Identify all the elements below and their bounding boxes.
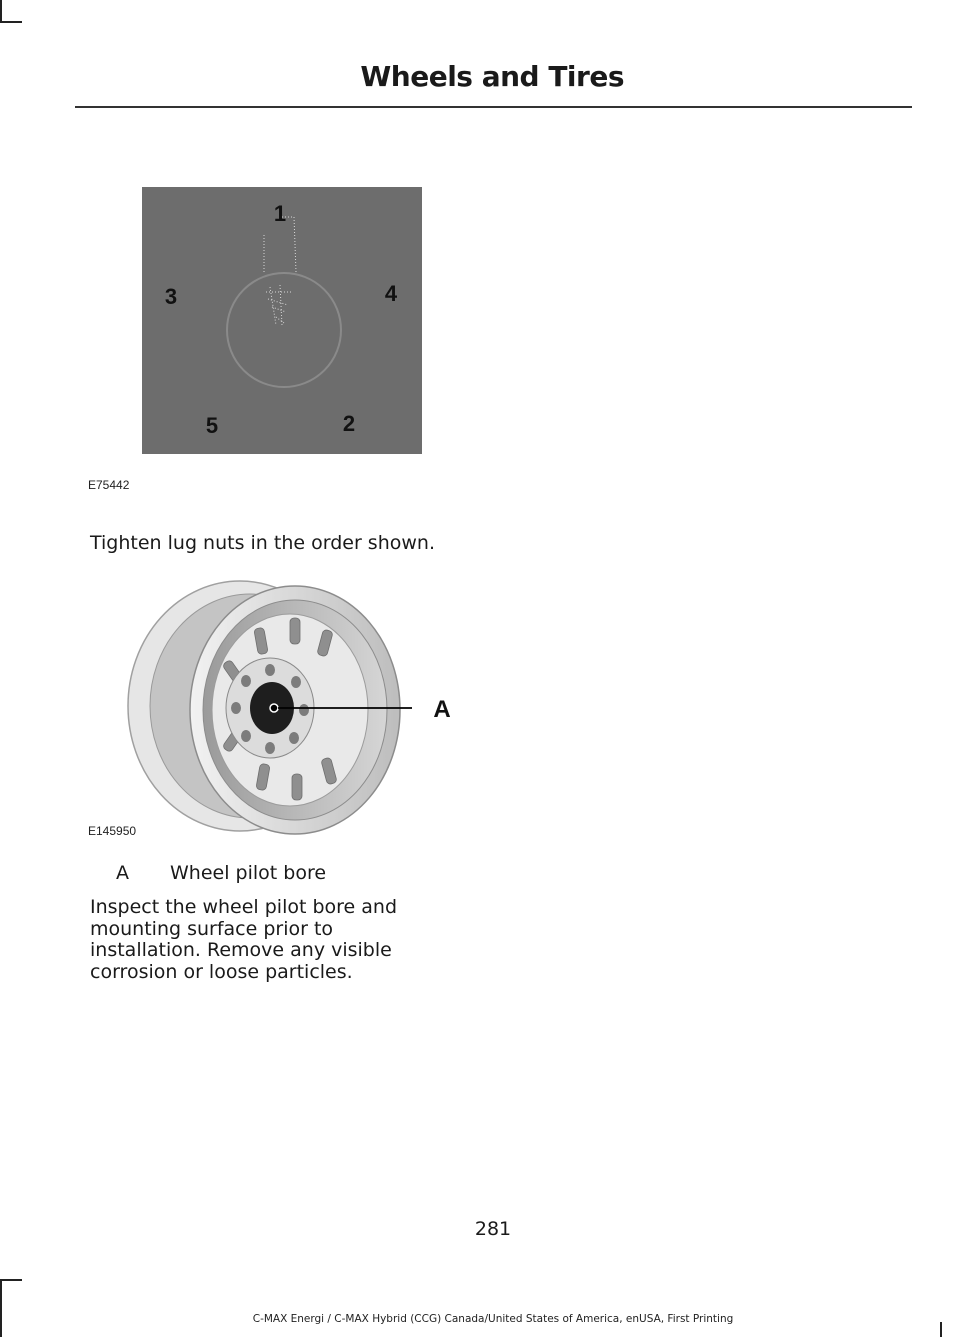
nut-label-2: 2	[342, 411, 356, 436]
nut-label-4: 4	[384, 281, 398, 306]
figure1-code: E75442	[88, 478, 130, 492]
crop-mark-bottom-left-h	[0, 1279, 22, 1281]
crop-mark-top-left-v	[0, 0, 2, 22]
nut-label-1: 1	[273, 201, 287, 226]
header-divider	[75, 106, 912, 108]
crop-mark-top-left-h	[0, 21, 22, 23]
page-number: 281	[474, 1218, 512, 1240]
crop-mark-bottom-left-v	[0, 1280, 2, 1337]
inspection-paragraph: Inspect the wheel pilot bore and mounting surface prior to installation. Remove any visible corrosion or loose particles.	[90, 896, 398, 983]
legend-key-a: A	[116, 862, 129, 884]
wheel-figure	[120, 578, 460, 840]
callout-dot	[270, 704, 278, 712]
instruction-text: Tighten lug nuts in the order shown.	[90, 532, 435, 554]
figure-background	[142, 187, 422, 454]
lug-nut-order-figure	[142, 187, 422, 454]
lug-nut-order-illustration	[142, 187, 422, 454]
callout-label-a: A	[433, 696, 451, 723]
wheel-illustration	[120, 578, 460, 840]
nut-label-3: 3	[164, 284, 178, 309]
figure2-code: E145950	[88, 824, 137, 838]
nut-label-5: 5	[205, 413, 219, 438]
legend-value-a: Wheel pilot bore	[170, 862, 327, 884]
document-footer: C-MAX Energi / C-MAX Hybrid (CCG) Canada/United States of America, enUSA, First Printing	[252, 1313, 734, 1325]
section-title: Wheels and Tires	[360, 60, 624, 93]
